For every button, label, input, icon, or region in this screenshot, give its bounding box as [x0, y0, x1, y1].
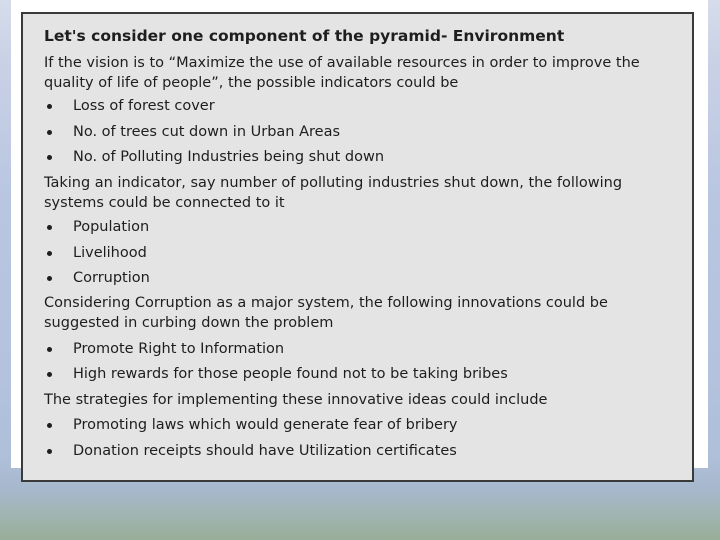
paragraph-strategies: The strategies for implementing these innovative ideas could include: [44, 392, 548, 408]
paragraph-vision: If the vision is to “Maximize the use of available resources in order to improve the quality of life of people”, the possible indicators could be: [44, 55, 640, 91]
content-box: [21, 12, 694, 482]
strategy-text: Promoting laws which would generate fear of bribery: [73, 417, 458, 433]
strategy-text: Donation receipts should have Utilization certificates: [73, 443, 457, 459]
innovation-text: High rewards for those people found not to be taking bribes: [73, 366, 508, 382]
bullet-icon: [47, 449, 52, 454]
indicator-text: No. of Polluting Industries being shut down: [73, 149, 385, 165]
bullet-icon: [47, 104, 52, 109]
bottom-gradient-band: [0, 468, 720, 540]
bullet-icon: [47, 130, 52, 135]
bullet-icon: [47, 372, 52, 377]
bullet-icon: [47, 276, 52, 281]
bullet-icon: [47, 423, 52, 428]
system-text: Livelihood: [73, 245, 147, 261]
slide-title: Let's consider one component of the pyramid- Environment: [44, 27, 565, 45]
paragraph-innovations: Considering Corruption as a major system, the following innovations could be suggested in curbing down the problem: [44, 295, 608, 331]
bullet-icon: [47, 155, 52, 160]
bullet-icon: [47, 251, 52, 256]
indicator-text: Loss of forest cover: [73, 98, 215, 114]
indicator-text: No. of trees cut down in Urban Areas: [73, 124, 341, 140]
paragraph-systems: Taking an indicator, say number of polluting industries shut down, the following systems could be connected to it: [44, 175, 623, 211]
system-text: Population: [73, 219, 150, 235]
bullet-icon: [47, 347, 52, 352]
innovation-text: Promote Right to Information: [73, 341, 285, 357]
bullet-icon: [47, 225, 52, 230]
system-text: Corruption: [73, 270, 150, 286]
